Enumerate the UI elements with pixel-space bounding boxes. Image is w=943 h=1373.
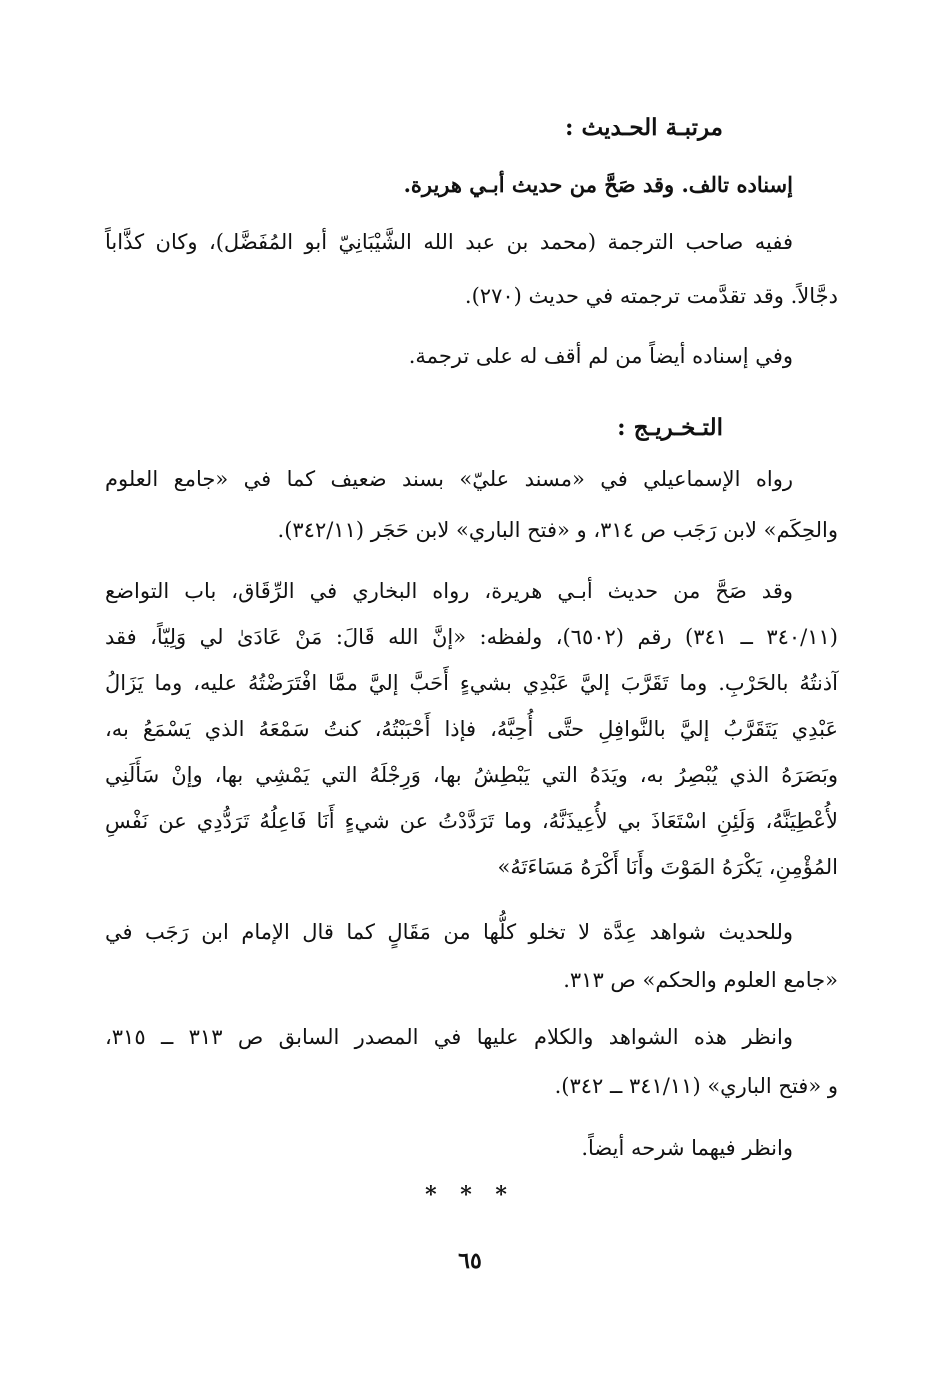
- takhrij-paragraph-2-line-1: وقد صَحَّ من حديث أبـي هريرة، رواه البخاري في الرِّقَاق، باب التواضع: [105, 579, 793, 603]
- hadith-grade-verdict: إسناده تالف. وقد صَحَّ من حديث أبـي هريرة.: [403, 172, 793, 197]
- page-number: ٦٥: [458, 1248, 482, 1274]
- takhrij-paragraph-2-line-2: (٣٤٠/١١ ــ ٣٤١) رقم (٦٥٠٢)، ولفظه: «إنَّ الله قَالَ: مَنْ عَادَىٰ لي وَلِيّاً، فقد: [105, 625, 838, 649]
- takhrij-paragraph-1-line-1: رواه الإسماعيلي في «مسند عليّ» بسند ضعيف كما في «جامع العلوم: [105, 467, 793, 491]
- takhrij-paragraph-1-line-2: والحِكَم» لابن رَجَب ص ٣١٤، و «فتح الباري» لابن حَجَر (٣٤٢/١١).: [277, 518, 838, 542]
- narrator-note-paragraph: وفي إسناده أيضاً من لم أقف له على ترجمة.: [408, 344, 793, 368]
- section-separator-stars: * * *: [425, 1182, 515, 1208]
- takhrij-paragraph-2-line-7: المُؤْمِنِ، يَكْرَهُ المَوْتَ وأَنَا أَكْرَهُ مَسَاءَتَهُ»: [497, 855, 838, 879]
- narrator-paragraph-line-1: ففيه صاحب الترجمة (محمد بن عبد الله الشَّيْبَانِيّ أبو المُفَضَّل)، وكان كذَّاباً: [105, 230, 793, 254]
- takhrij-paragraph-2-line-4: عَبْدِي يَتَقَرَّبُ إليَّ بالنَّوافِلِ حتَّى أُحِبَّهُ، فإذا أَحْبَبْتُهُ، كنتُ سَمْعَهُ الذي يَسْمَعُ به،: [105, 717, 838, 741]
- section-heading-hadith-grade: مرتبـة الحـديث :: [565, 114, 723, 141]
- takhrij-paragraph-4-line-1: وانظر هذه الشواهد والكلام عليها في المصدر السابق ص ٣١٣ ــ ٣١٥،: [105, 1025, 793, 1049]
- narrator-paragraph-line-2: دجَّالاً. وقد تقدَّمت ترجمته في حديث (٢٧٠).: [464, 284, 838, 308]
- takhrij-paragraph-2-line-6: لأُعْطِيَنَّهُ، وَلَئِنِ اسْتَعَاذَ بي لأُعِيذَنَّهُ، وما تَرَدَّدْتُ عن شيءٍ أَنَا فَاعِلُهُ تَرَدُّدِي عن نَفْسِ: [105, 809, 838, 833]
- takhrij-paragraph-3-line-1: وللحديث شواهد عِدَّة لا تخلو كلُّها من مَقَالٍ كما قال الإمام ابن رَجَب في: [105, 920, 793, 944]
- takhrij-paragraph-2-line-5: وبَصَرَهُ الذي يُبْصِرُ به، ويَدَهُ التي يَبْطِشُ بها، وَرِجْلَهُ التي يَمْشِي بها، وإنْ سَأَلَنِي: [105, 763, 838, 787]
- takhrij-paragraph-2-line-3: آذنتُهُ بالحَرْبِ. وما تَقَرَّبَ إليَّ عَبْدِي بشيءٍ أَحَبَّ إليَّ ممَّا افْتَرَضْتُهُ عليه، وما يَزَالُ: [105, 671, 838, 695]
- takhrij-paragraph-4-line-2: و «فتح الباري» (٣٤١/١١ ــ ٣٤٢).: [554, 1074, 838, 1098]
- takhrij-paragraph-5: وانظر فيهما شرحه أيضاً.: [581, 1136, 793, 1160]
- takhrij-paragraph-3-line-2: «جامع العلوم والحكم» ص ٣١٣.: [563, 968, 838, 992]
- section-heading-takhrij: التـخـريـج :: [617, 414, 723, 441]
